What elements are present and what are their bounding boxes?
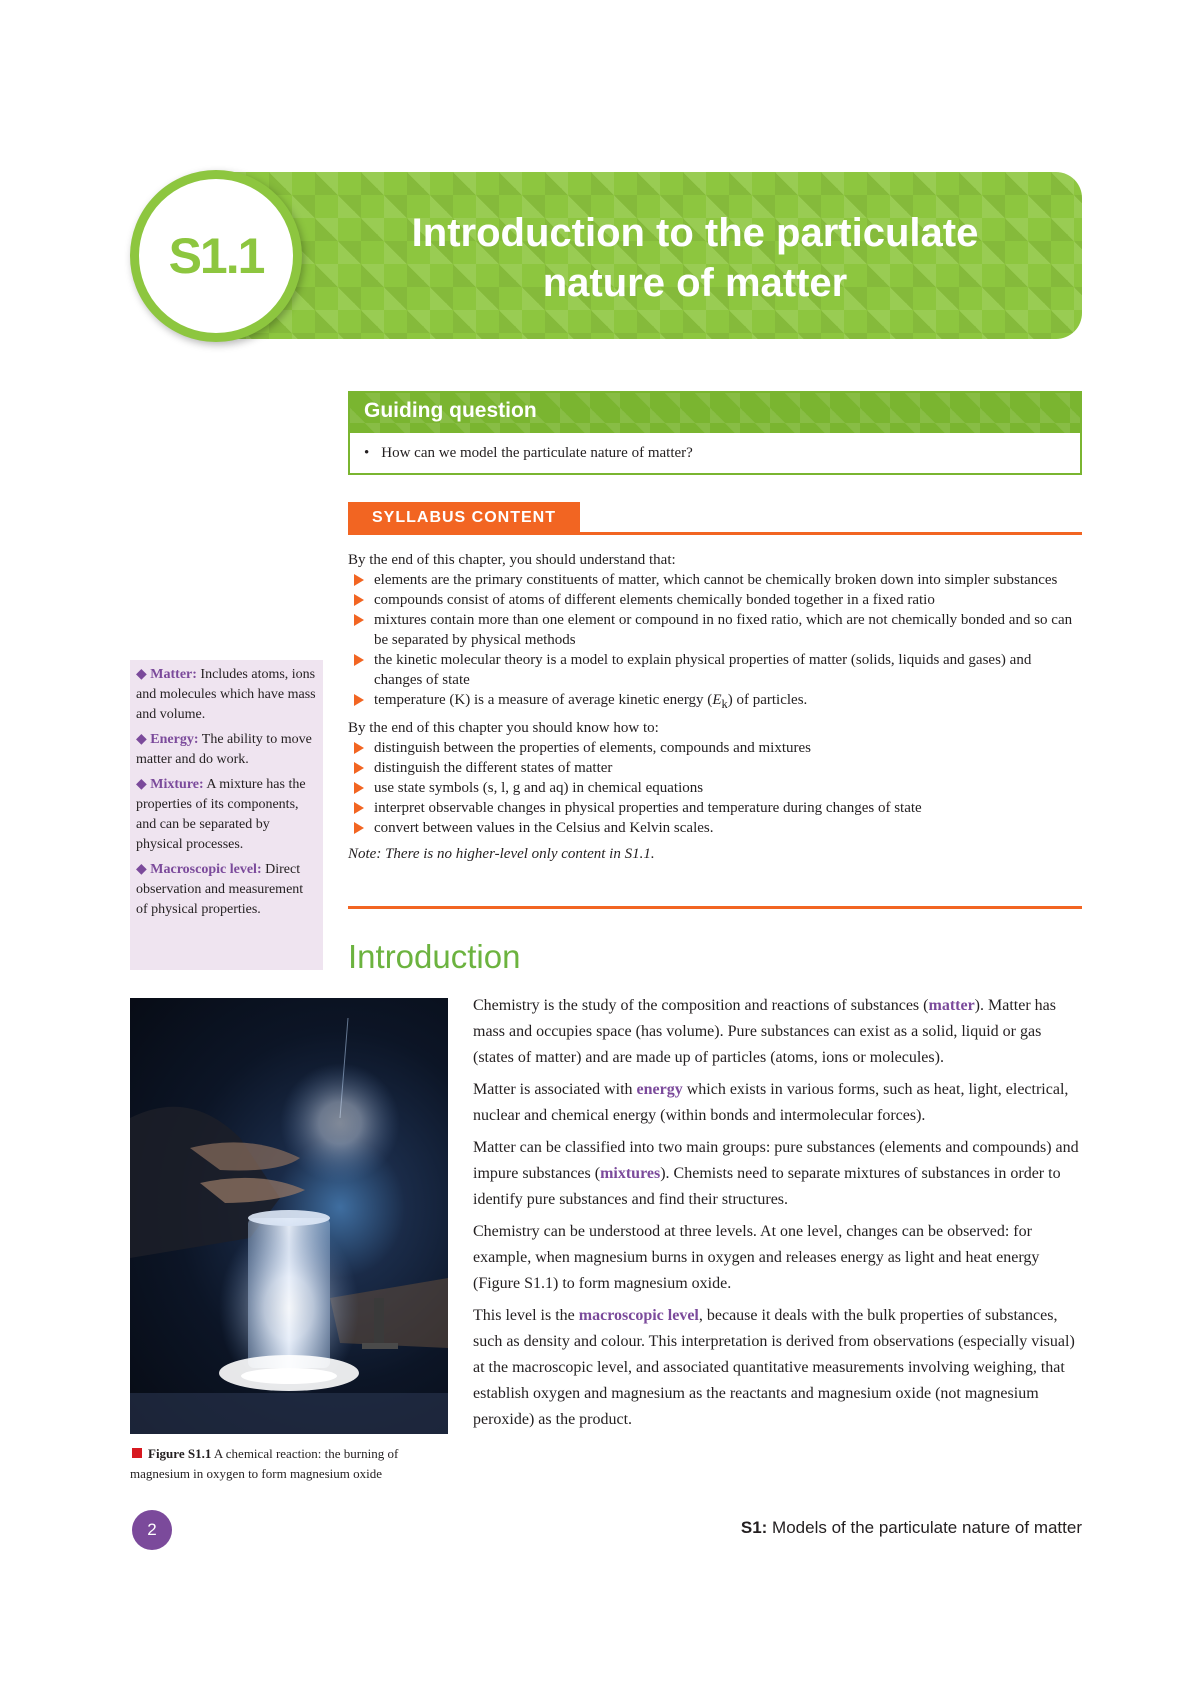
key-term-name: Macroscopic level xyxy=(150,862,257,877)
list-item xyxy=(348,650,1078,690)
paragraph-text: Chemistry is the study of the composition and reactions of substances ( xyxy=(473,997,929,1014)
diamond-icon: ◆ xyxy=(136,732,147,747)
chapter-number: S1.1 xyxy=(168,228,264,284)
syllabus-item-text: distinguish between the properties of elements, compounds and mixtures xyxy=(374,740,811,756)
key-terms-sidebar xyxy=(130,660,323,970)
paragraph-text: ). Matter has mass and occupies space (has volume). Pure substances can exist as a solid, liquid or gas (states of matter) and are made up of particles (atoms, ions or molecules). xyxy=(473,997,1056,1066)
diamond-icon: ◆ xyxy=(136,667,147,682)
syllabus-temperature-before: temperature (K) is a measure of average kinetic energy ( xyxy=(374,692,713,708)
introduction-body xyxy=(473,993,1085,1439)
arrow-bullet-icon xyxy=(354,822,364,834)
kinetic-energy-subscript: k xyxy=(721,697,728,711)
figure-caption xyxy=(130,1444,450,1484)
arrow-bullet-icon xyxy=(354,802,364,814)
chapter-number-badge xyxy=(130,170,302,342)
syllabus-bottom-rule xyxy=(348,906,1082,909)
list-item xyxy=(348,590,1078,610)
kinetic-energy-symbol: E xyxy=(712,692,722,708)
guiding-question-text: How can we model the particulate nature of matter? xyxy=(381,445,693,461)
syllabus-content-tab xyxy=(348,502,580,534)
keyword-macroscopic-level: macroscopic level xyxy=(578,1307,699,1324)
syllabus-item-text: compounds consist of atoms of different elements chemically bonded together in a fixed ratio xyxy=(374,592,935,608)
intro-paragraph-1 xyxy=(473,993,1085,1071)
key-term-name: Matter xyxy=(150,667,193,682)
keyword-energy: energy xyxy=(636,1081,683,1098)
key-term-macroscopic-level xyxy=(136,860,317,920)
arrow-bullet-icon xyxy=(354,782,364,794)
diamond-icon: ◆ xyxy=(136,862,147,877)
figure-caption-text: A chemical reaction: the burning of magnesium in oxygen to form magnesium oxide xyxy=(130,1446,399,1481)
syllabus-know-intro: By the end of this chapter you should know how to: xyxy=(348,720,659,736)
syllabus-note: Note: There is no higher-level only content in S1.1. xyxy=(348,846,655,862)
chapter-title-line-2: nature of matter xyxy=(542,261,848,305)
paragraph-text: , because it deals with the bulk properties of substances, such as density and colour. This interpretation is derived from observations (especially visual) at the macroscopic level, and associated quantitative measurements involving weighing, that establish oxygen and magnesium as the reactants and magnesium oxide (not magnesium peroxide) as the product. xyxy=(473,1307,1075,1428)
paragraph-text: Matter can be classified into two main groups: pure substances (elements and compounds) and impure substances ( xyxy=(473,1139,1079,1182)
guiding-question-item xyxy=(364,445,693,462)
arrow-bullet-icon xyxy=(354,574,364,586)
syllabus-content xyxy=(348,550,1078,864)
list-item xyxy=(348,798,1078,818)
key-term-energy xyxy=(136,730,317,770)
footer-running-title xyxy=(741,1518,1082,1538)
list-item xyxy=(348,610,1078,650)
list-item xyxy=(348,818,1078,838)
syllabus-item-text: elements are the primary constituents of matter, which cannot be chemically broken down into simpler substances xyxy=(374,572,1058,588)
key-term-definition: Direct observation and measurement of physical properties. xyxy=(136,862,304,917)
keyword-matter: matter xyxy=(928,997,975,1014)
key-term-matter xyxy=(136,665,317,725)
chapter-title-line-1: Introduction to the particulate xyxy=(411,211,979,255)
syllabus-item-text: interpret observable changes in physical properties and temperature during changes of state xyxy=(374,800,922,816)
key-term-colon: : xyxy=(256,862,262,877)
syllabus-understand-list xyxy=(348,570,1078,714)
key-term-name: Mixture xyxy=(150,777,200,792)
syllabus-understand-intro: By the end of this chapter, you should understand that: xyxy=(348,552,676,568)
intro-paragraph-3 xyxy=(473,1135,1085,1213)
paragraph-text: which exists in various forms, such as heat, light, electrical, nuclear and chemical energy (within bonds and intermolecular forces). xyxy=(473,1081,1069,1124)
guiding-question-heading: Guiding question xyxy=(364,399,537,422)
paragraph-text: ). Chemists need to separate mixtures of substances in order to identify pure substances and find their structures. xyxy=(473,1165,1061,1208)
key-term-colon: : xyxy=(192,667,197,682)
arrow-bullet-icon xyxy=(354,614,364,626)
figure-label: Figure S1.1 xyxy=(148,1446,212,1461)
key-term-mixture xyxy=(136,775,317,855)
arrow-bullet-icon xyxy=(354,742,364,754)
syllabus-item-text: the kinetic molecular theory is a model to explain physical properties of matter (solids, liquids and gases) and changes of state xyxy=(374,652,1032,688)
key-term-definition: The ability to move matter and do work. xyxy=(136,732,312,767)
intro-paragraph-4: Chemistry can be understood at three levels. At one level, changes can be observed: for example, when magnesium burns in oxygen and releases energy as light and heat energy (Figure S1.1) to form magnesium oxide. xyxy=(473,1223,1040,1292)
intro-paragraph-2 xyxy=(473,1077,1085,1129)
syllabus-item-text: distinguish the different states of matter xyxy=(374,760,613,776)
list-item xyxy=(348,758,1078,778)
list-item xyxy=(348,738,1078,758)
footer-section-label: S1: xyxy=(740,1518,768,1537)
arrow-bullet-icon xyxy=(354,654,364,666)
key-term-definition: A mixture has the properties of its components, and can be separated by physical processes. xyxy=(136,777,306,852)
paragraph-text: Matter is associated with xyxy=(473,1081,637,1098)
key-term-colon: : xyxy=(193,732,199,747)
introduction-heading: Introduction xyxy=(348,938,521,975)
guiding-question-box xyxy=(348,391,1082,475)
intro-paragraph-5 xyxy=(473,1303,1085,1433)
footer-section-title: Models of the particulate nature of matter xyxy=(767,1518,1082,1537)
paragraph-text: This level is the xyxy=(473,1307,579,1324)
syllabus-temperature-after: ) of particles. xyxy=(727,692,808,708)
bullet-icon: • xyxy=(364,445,370,461)
syllabus-top-rule xyxy=(348,532,1082,535)
magnesium-burning-illustration xyxy=(130,998,448,1434)
page-number: 2 xyxy=(132,1510,172,1550)
list-item xyxy=(348,778,1078,798)
key-term-name: Energy xyxy=(150,732,194,747)
list-item xyxy=(348,570,1078,590)
syllabus-item-text: mixtures contain more than one element or compound in no fixed ratio, which are not chemically bonded and so can be separated by physical methods xyxy=(374,612,1073,648)
syllabus-item-text: use state symbols (s, l, g and aq) in chemical equations xyxy=(374,780,704,796)
red-square-icon xyxy=(132,1448,142,1458)
keyword-mixtures: mixtures xyxy=(600,1165,661,1182)
key-term-colon: : xyxy=(199,777,204,792)
diamond-icon: ◆ xyxy=(136,777,147,792)
syllabus-know-list xyxy=(348,738,1078,838)
list-item xyxy=(348,690,1078,714)
guiding-question-header xyxy=(350,393,1080,433)
key-term-definition: Includes atoms, ions and molecules which have mass and volume. xyxy=(136,667,316,722)
figure-photo-magnesium-burning xyxy=(130,998,448,1434)
arrow-bullet-icon xyxy=(354,594,364,606)
syllabus-content-heading: SYLLABUS CONTENT xyxy=(372,509,556,526)
syllabus-item-text: convert between values in the Celsius and Kelvin scales. xyxy=(374,820,714,836)
arrow-bullet-icon xyxy=(354,694,364,706)
arrow-bullet-icon xyxy=(354,762,364,774)
chapter-title xyxy=(330,208,1060,308)
